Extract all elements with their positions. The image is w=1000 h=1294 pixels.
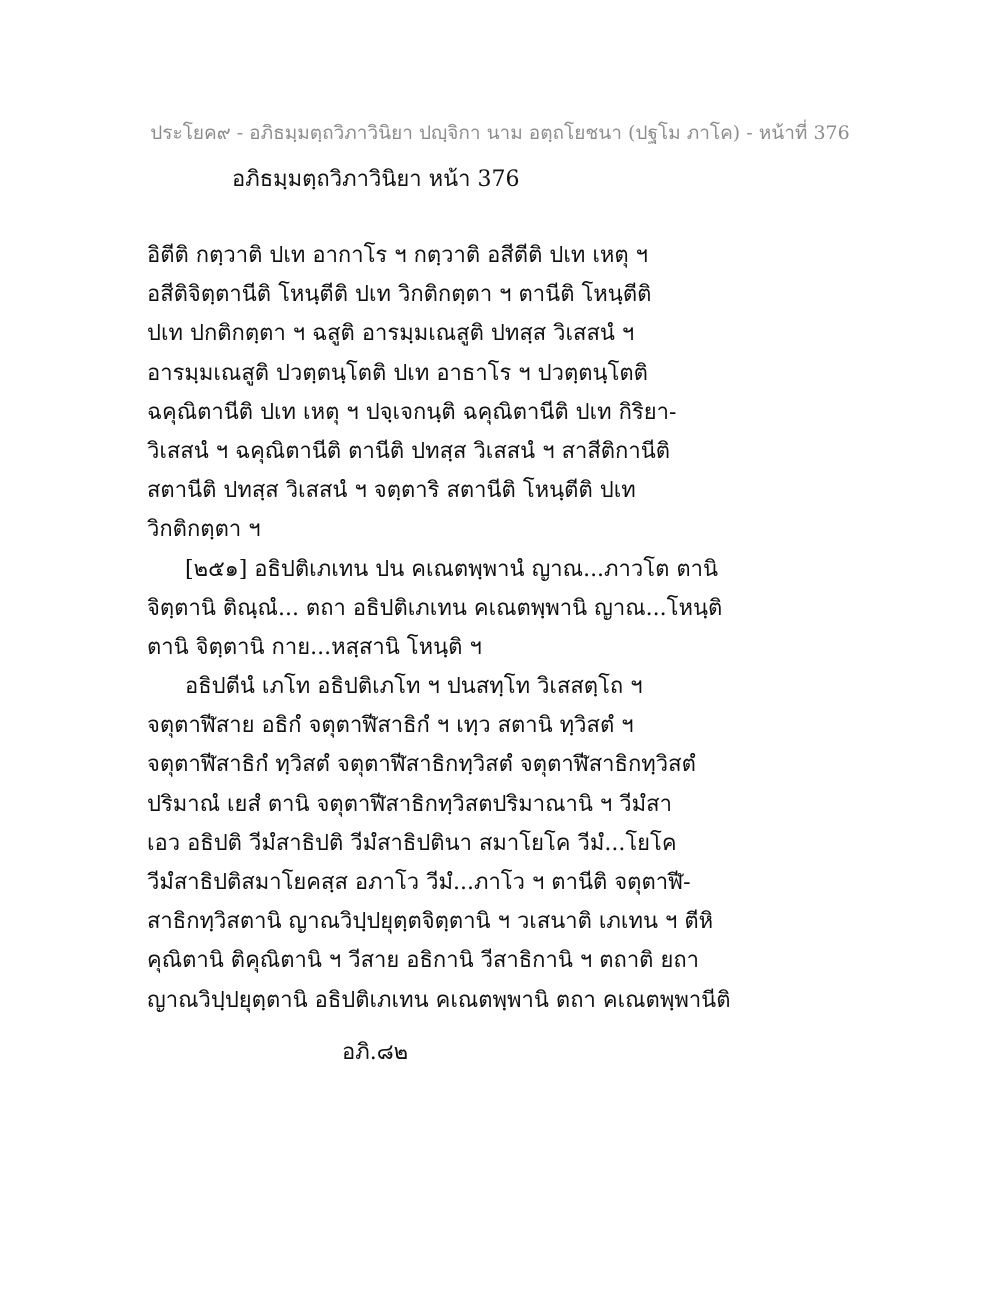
text-line: จิตฺตานิ ติณฺณํ... ตถา อธิปติเภเทน คเณตพฺพานิ ญาณ...โหนฺติ: [147, 595, 723, 621]
text-line: สตานีติ ปทสฺส วิเสสนํ ฯ จตฺตาริ สตานีติ โหนฺตีติ ปเท: [147, 478, 636, 504]
text-line: จตุตาฬีสาธิกํ ทฺวิสตํ จตุตาฬีสาธิกทฺวิสตํ จตุตาฬีสาธิกทฺวิสตํ: [147, 752, 696, 778]
text-line: อารมฺมเณสูติ ปวตฺตนฺโตติ ปเท อาธาโร ฯ ปวตฺตนฺโตติ: [147, 360, 648, 386]
text-line: อิตีติ กตฺวาติ ปเท อากาโร ฯ กตฺวาติ อสีตีติ ปเท เหตุ ฯ: [147, 243, 649, 268]
paragraph-2: [147, 550, 747, 668]
text-line: ตานิ จิตฺตานิ กาย...หสฺสานิ โหนฺติ ฯ: [147, 634, 482, 660]
body-text: [147, 236, 747, 1020]
text-line: [๒๕๑] อธิปติเภเทน ปน คเณตพฺพานํ ญาณ...ภาวโต ตานิ: [185, 556, 719, 582]
text-line: สาธิกทฺวิสตานิ ญาณวิปฺปยุตฺตจิตฺตานิ ฯ วเสนาติ เภเทน ฯ ตีหิ: [147, 909, 714, 935]
text-line: วิกติกตฺตา ฯ: [147, 517, 261, 543]
text-line: ฉคุณิตานีติ ปเท เหตุ ฯ ปจฺเจกนฺติ ฉคุณิตานีติ ปเท กิริยา-: [147, 399, 677, 425]
text-line: วิเสสนํ ฯ ฉคุณิตานีติ ตานีติ ปทสฺส วิเสสนํ ฯ สาสีติกานีติ: [147, 438, 671, 464]
paragraph-1: [147, 236, 747, 550]
text-line: อสีติจิตฺตานีติ โหนฺตีติ ปเท วิกติกตฺตา ฯ ตานีติ โหนฺตีติ: [147, 282, 652, 308]
paragraph-3: [147, 667, 747, 1020]
text-line: วีมํสาธิปติสมาโยคสฺส อภาโว วีมํ...ภาโว ฯ ตานีติ จตุตาฬี-: [147, 870, 691, 895]
text-line: คุณิตานิ ติคุณิตานิ ฯ วีสาย อธิกานิ วีสาธิกานิ ฯ ตถาติ ยถา: [147, 948, 700, 974]
text-line: จตุตาฬีสาย อธิกํ จตุตาฬีสาธิกํ ฯ เทฺว สตานิ ทฺวิสตํ ฯ: [147, 713, 634, 739]
text-line: เอว อธิปติ วีมํสาธิปติ วีมํสาธิปตินา สมาโยโค วีมํ...โยโค: [147, 830, 677, 856]
text-line: ปเท ปกติกตฺตา ฯ ฉสูติ อารมฺมเณสูติ ปทสฺส วิเสสนํ ฯ: [147, 321, 635, 347]
footer-reference: อภิ.๘๒: [342, 1040, 409, 1065]
text-line: ปริมาณํ เยสํ ตานิ จตุตาฬีสาธิกทฺวิสตปริมาณานิ ฯ วีมํสา: [147, 791, 672, 817]
running-header: ประโยค๙ - อภิธมฺมตฺถวิภาวินิยา ปญฺจิกา นาม อตฺถโยชนา (ปฐโม ภาโค) - หน้าที่ 376: [150, 122, 850, 144]
text-line: ญาณวิปฺปยุตฺตานิ อธิปติเภเทน คเณตพฺพานิ ตถา คเณตพฺพานีติ: [147, 987, 731, 1013]
text-line: อธิปตีนํ เภโท อธิปติเภโท ฯ ปนสทฺโท วิเสสตฺโถ ฯ: [185, 674, 643, 700]
page-title: อภิธมฺมตฺถวิภาวินิยา หน้า 376: [232, 167, 520, 192]
